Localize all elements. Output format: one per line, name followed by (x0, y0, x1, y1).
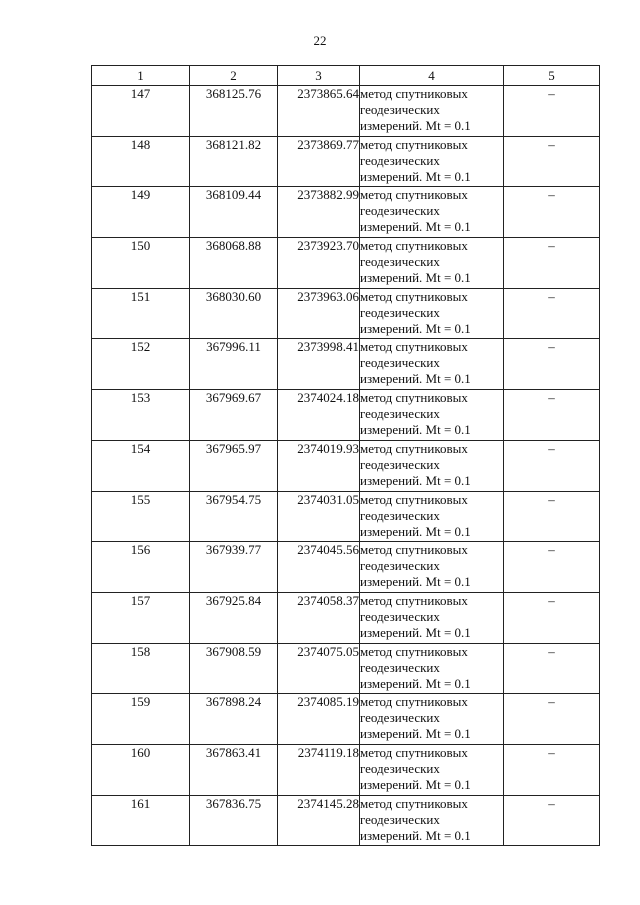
method-cell: метод спутниковых геодезических измерений. Mt = 0.1 (360, 86, 504, 137)
y-coordinate-cell: 2374019.93 (278, 440, 360, 491)
note-cell: – (504, 136, 600, 187)
header-col-4: 4 (360, 66, 504, 86)
point-number-cell: 155 (92, 491, 190, 542)
note-cell: – (504, 592, 600, 643)
method-cell: метод спутниковых геодезических измерений. Mt = 0.1 (360, 542, 504, 593)
coordinates-table (91, 65, 600, 846)
point-number-cell: 159 (92, 694, 190, 745)
method-cell: метод спутниковых геодезических измерений. Mt = 0.1 (360, 592, 504, 643)
table-row (92, 694, 600, 745)
x-coordinate-cell: 367969.67 (190, 390, 278, 441)
method-cell: метод спутниковых геодезических измерений. Mt = 0.1 (360, 643, 504, 694)
point-number-cell: 154 (92, 440, 190, 491)
y-coordinate-cell: 2373998.41 (278, 339, 360, 390)
point-number-cell: 148 (92, 136, 190, 187)
y-coordinate-cell: 2374085.19 (278, 694, 360, 745)
y-coordinate-cell: 2373869.77 (278, 136, 360, 187)
note-cell: – (504, 795, 600, 846)
y-coordinate-cell: 2374045.56 (278, 542, 360, 593)
x-coordinate-cell: 368109.44 (190, 187, 278, 238)
point-number-cell: 147 (92, 86, 190, 137)
point-number-cell: 152 (92, 339, 190, 390)
note-cell: – (504, 390, 600, 441)
x-coordinate-cell: 368121.82 (190, 136, 278, 187)
note-cell: – (504, 86, 600, 137)
table-row (92, 643, 600, 694)
page-number: 22 (313, 33, 327, 48)
table-row (92, 238, 600, 289)
method-cell: метод спутниковых геодезических измерений. Mt = 0.1 (360, 187, 504, 238)
y-coordinate-cell: 2373865.64 (278, 86, 360, 137)
table-row (92, 744, 600, 795)
note-cell: – (504, 694, 600, 745)
header-col-2: 2 (190, 66, 278, 86)
table-row (92, 542, 600, 593)
note-cell: – (504, 339, 600, 390)
x-coordinate-cell: 368125.76 (190, 86, 278, 137)
x-coordinate-cell: 368068.88 (190, 238, 278, 289)
note-cell: – (504, 187, 600, 238)
note-cell: – (504, 542, 600, 593)
note-cell: – (504, 238, 600, 289)
table-row (92, 592, 600, 643)
table-row (92, 339, 600, 390)
point-number-cell: 149 (92, 187, 190, 238)
x-coordinate-cell: 368030.60 (190, 288, 278, 339)
point-number-cell: 156 (92, 542, 190, 593)
point-number-cell: 151 (92, 288, 190, 339)
note-cell: – (504, 643, 600, 694)
method-cell: метод спутниковых геодезических измерений. Mt = 0.1 (360, 390, 504, 441)
y-coordinate-cell: 2374119.18 (278, 744, 360, 795)
table-row (92, 795, 600, 846)
method-cell: метод спутниковых геодезических измерений. Mt = 0.1 (360, 795, 504, 846)
y-coordinate-cell: 2374075.05 (278, 643, 360, 694)
method-cell: метод спутниковых геодезических измерений. Mt = 0.1 (360, 694, 504, 745)
method-cell: метод спутниковых геодезических измерений. Mt = 0.1 (360, 339, 504, 390)
x-coordinate-cell: 367954.75 (190, 491, 278, 542)
note-cell: – (504, 491, 600, 542)
y-coordinate-cell: 2373923.70 (278, 238, 360, 289)
header-col-1: 1 (92, 66, 190, 86)
x-coordinate-cell: 367863.41 (190, 744, 278, 795)
table-row (92, 86, 600, 137)
method-cell: метод спутниковых геодезических измерений. Mt = 0.1 (360, 136, 504, 187)
y-coordinate-cell: 2374031.05 (278, 491, 360, 542)
method-cell: метод спутниковых геодезических измерений. Mt = 0.1 (360, 440, 504, 491)
method-cell: метод спутниковых геодезических измерений. Mt = 0.1 (360, 744, 504, 795)
method-cell: метод спутниковых геодезических измерений. Mt = 0.1 (360, 491, 504, 542)
point-number-cell: 153 (92, 390, 190, 441)
table-row (92, 390, 600, 441)
x-coordinate-cell: 367965.97 (190, 440, 278, 491)
table-row (92, 491, 600, 542)
point-number-cell: 157 (92, 592, 190, 643)
table-header-row (92, 66, 600, 86)
method-cell: метод спутниковых геодезических измерений. Mt = 0.1 (360, 288, 504, 339)
point-number-cell: 158 (92, 643, 190, 694)
table-row (92, 288, 600, 339)
y-coordinate-cell: 2374145.28 (278, 795, 360, 846)
x-coordinate-cell: 367996.11 (190, 339, 278, 390)
point-number-cell: 150 (92, 238, 190, 289)
table-row (92, 440, 600, 491)
x-coordinate-cell: 367898.24 (190, 694, 278, 745)
method-cell: метод спутниковых геодезических измерений. Mt = 0.1 (360, 238, 504, 289)
y-coordinate-cell: 2374024.18 (278, 390, 360, 441)
y-coordinate-cell: 2373882.99 (278, 187, 360, 238)
note-cell: – (504, 440, 600, 491)
point-number-cell: 160 (92, 744, 190, 795)
y-coordinate-cell: 2374058.37 (278, 592, 360, 643)
point-number-cell: 161 (92, 795, 190, 846)
table-row (92, 187, 600, 238)
x-coordinate-cell: 367908.59 (190, 643, 278, 694)
table-row (92, 136, 600, 187)
x-coordinate-cell: 367836.75 (190, 795, 278, 846)
y-coordinate-cell: 2373963.06 (278, 288, 360, 339)
header-col-5: 5 (504, 66, 600, 86)
note-cell: – (504, 744, 600, 795)
x-coordinate-cell: 367939.77 (190, 542, 278, 593)
note-cell: – (504, 288, 600, 339)
x-coordinate-cell: 367925.84 (190, 592, 278, 643)
header-col-3: 3 (278, 66, 360, 86)
